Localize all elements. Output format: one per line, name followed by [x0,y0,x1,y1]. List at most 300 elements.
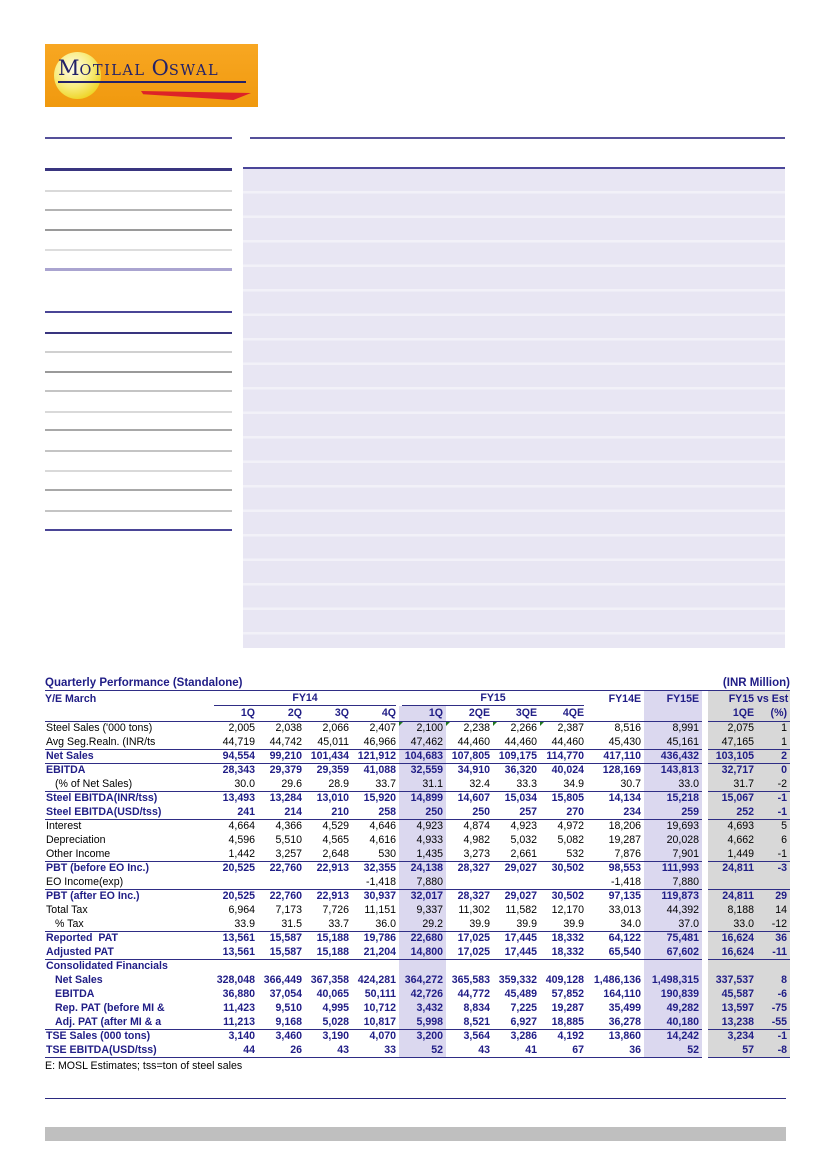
cell: 32,559 [399,763,446,777]
cell: 44,460 [446,735,493,749]
cell: 22,760 [269,862,302,875]
cell: 64,122 [608,932,642,945]
divider-line [45,311,232,313]
cell: 46,966 [352,735,399,749]
cell: 1,449 [708,847,757,861]
table-row [45,931,790,945]
cell: 4,923 [399,819,446,833]
cell: -1 [757,805,790,819]
cell: 19,287 [608,834,642,846]
row-label: Reported PAT [46,932,118,945]
cell: 409,128 [545,974,585,986]
cell: 143,813 [644,763,702,777]
cell: 43 [446,1043,493,1057]
cell: 365,583 [451,974,491,986]
cell: 2,661 [493,847,540,861]
cell: -12 [757,917,790,931]
cell: 252 [708,805,757,819]
cell: 15,805 [551,792,585,805]
cell: 32,717 [708,763,757,777]
cell: 234 [587,805,644,819]
cell: -6 [757,987,790,1001]
row-label: Adjusted PAT [45,945,211,959]
cell: 11,302 [458,904,491,916]
cell: 52 [399,1043,446,1057]
cell [352,959,399,973]
cell: 44 [211,1043,258,1057]
quarterly-performance-section [45,673,790,1072]
cell: 20,525 [222,890,255,903]
cell: 4,693 [708,819,757,833]
row-label: Interest [46,820,82,833]
group-header-row [45,691,790,706]
table-row [45,777,790,791]
cell: 21,204 [352,945,399,959]
cell: 18,885 [540,1015,587,1029]
cell: 14,607 [457,792,491,805]
cell: 2,075 [708,721,757,735]
cell: 44,460 [540,735,587,749]
fy14-group-header: FY14 [211,691,399,706]
logo-letter: M [58,56,80,80]
cell: 258 [352,805,399,819]
table-row [45,791,790,805]
row-label: EBITDA [46,764,86,777]
cell: 44,742 [258,735,305,749]
row-label: TSE EBITDA(USD/tss) [45,1043,211,1057]
table-row [45,1029,790,1043]
cell: 19,786 [363,932,397,945]
cell: 22,913 [316,862,349,875]
cell: 250 [399,805,446,819]
cell: 32,017 [399,889,446,903]
cell: 2 [757,749,790,763]
cell: 29,359 [316,764,349,777]
cell: 17,025 [446,945,493,959]
cell: 109,175 [493,749,540,763]
cell: 13,561 [211,945,258,959]
cell: 6,964 [228,904,255,916]
cell: 190,839 [644,987,702,1001]
cell: 36 [587,1043,644,1057]
divider-line [45,137,232,139]
cell: 28,327 [457,890,491,903]
cell: 29,379 [269,764,302,777]
divider-line [45,489,232,491]
cell: 16,624 [708,931,757,945]
divider-line [45,470,232,472]
cell: 22,680 [399,931,446,945]
quarter-column-header: 4QE [540,706,587,721]
cell: 33.7 [352,777,399,791]
divider-line [45,390,232,392]
cell: 4,982 [463,834,491,846]
cell: 98,553 [608,862,642,875]
cell: 3,286 [510,1030,538,1043]
divider-line [45,268,232,271]
cell: 107,805 [446,749,493,763]
table-row [45,973,790,987]
table-row [45,875,790,889]
row-label: EO Income(exp) [45,875,211,889]
cell: 7,726 [322,904,349,916]
cell: 67 [540,1043,587,1057]
cell: 28.9 [305,777,352,791]
quarter-column-header: 2Q [258,706,305,721]
cell: 3,257 [258,847,305,861]
cell: 20,028 [644,833,702,847]
quarter-column-header [644,706,702,721]
cell: 16,624 [708,945,757,959]
cell: 3,273 [446,847,493,861]
cell: 34.0 [587,917,644,931]
quarterly-performance-table [45,691,790,1058]
cell: 128,169 [602,764,642,777]
cell: 39.9 [540,917,587,931]
divider-line [45,429,232,431]
cell: 4,529 [322,820,349,833]
cell: 5,510 [275,834,302,846]
cell: 15,587 [269,932,302,945]
quarter-column-header: 4Q [352,706,399,721]
cell [587,959,644,973]
cell: 13,010 [316,792,349,805]
fy15e-header: FY15E [644,691,702,706]
cell: 45,011 [305,735,352,749]
cell: 0 [757,763,790,777]
cell: 4,192 [557,1030,585,1043]
table-row [45,805,790,819]
cell: 7,876 [587,847,644,861]
cell [708,875,757,889]
cell: -1,418 [352,875,399,889]
cell: 34.9 [540,777,587,791]
cell: 15,067 [708,791,757,805]
cell: 3,200 [399,1029,446,1043]
cell: 75,481 [644,931,702,945]
cell: 1,498,315 [644,973,702,987]
cell: 29.6 [258,777,305,791]
cell: 31.1 [399,777,446,791]
cell: 3,460 [275,1030,302,1043]
divider-line [45,209,232,211]
cell: 436,432 [644,749,702,763]
cell: 3,432 [399,1001,446,1015]
cell: 20,525 [222,862,255,875]
cell: 50,111 [364,988,397,1000]
row-label: EBITDA [55,988,95,1000]
cell: 5,032 [510,834,538,846]
cell: 29 [757,889,790,903]
row-label: Depreciation [46,834,106,846]
cell: 15,188 [316,932,349,945]
cell [258,875,305,889]
cell: 8 [757,973,790,987]
table-row [45,987,790,1001]
ye-march-header: Y/E March [45,692,97,705]
cell: 104,683 [399,749,446,763]
row-label: Steel EBITDA(USD/tss) [45,805,211,819]
cell: 44,392 [644,903,702,917]
cell: 24,811 [708,861,757,875]
cell: -2 [757,777,790,791]
footnote: E: MOSL Estimates; tss=ton of steel sales [45,1059,243,1072]
cell: 36,320 [504,764,538,777]
quarter-column-header: 1Q [399,706,446,721]
table-row [45,945,790,959]
cell: 44,719 [211,735,258,749]
cell: 121,912 [352,749,399,763]
cell: 241 [211,805,258,819]
table-row [45,889,790,903]
cell: 12,170 [551,904,585,916]
row-label: % Tax [45,917,211,931]
cell: 6,927 [493,1015,540,1029]
cell: 4,923 [510,820,538,833]
cell: 19,287 [551,1002,585,1014]
cell: 1,442 [211,847,258,861]
comment-marker-icon [540,722,544,726]
cell: 8,834 [463,1002,491,1014]
cell: -1 [757,1029,790,1043]
cell: 44,460 [493,735,540,749]
cell: 1 [757,735,790,749]
row-label: PBT (after EO Inc.) [46,890,140,903]
cell: 17,445 [504,932,538,945]
table-row [45,819,790,833]
cell [399,959,446,973]
divider-line [45,411,232,413]
cell: 52 [644,1043,702,1057]
cell: 417,110 [587,749,644,763]
cell [211,959,258,973]
divider-line [45,510,232,512]
table-row [45,735,790,749]
cell: 2,238 [446,721,493,735]
quarter-column-header: (%) [757,706,790,721]
table-row [45,721,790,735]
fy15-group-header: FY15 [399,691,587,706]
cell [757,875,790,889]
cell: 32.4 [446,777,493,791]
cell: 30,502 [551,890,585,903]
row-label: Rep. PAT (before MI & [55,1002,165,1014]
cell: 4,664 [228,820,255,833]
cell: 45,587 [708,987,757,1001]
cell: 530 [352,847,399,861]
cell: -55 [757,1015,790,1029]
cell: 164,110 [603,988,642,1000]
cell: 4,646 [369,820,397,833]
divider-line [250,137,785,139]
quarter-column-header: 3Q [305,706,352,721]
cell: 101,434 [305,749,352,763]
quarter-column-header: 1Q [211,706,258,721]
cell: 29,027 [504,890,538,903]
cell: 34,910 [457,764,491,777]
chart-placeholder [243,167,785,648]
cell: 49,282 [644,1001,702,1015]
comment-marker-icon [493,722,497,726]
cell: 119,873 [644,889,702,903]
cell: 13,238 [708,1015,757,1029]
cell: 22,913 [316,890,349,903]
cell: 1,435 [399,847,446,861]
cell: 47,165 [708,735,757,749]
cell: -75 [757,1001,790,1015]
cell: 2,100 [399,721,446,735]
cell: 11,151 [364,904,397,916]
cell: 114,770 [540,749,587,763]
cell: 30.0 [211,777,258,791]
divider-line [45,229,232,231]
cell: 31.5 [258,917,305,931]
cell: -1 [757,847,790,861]
cell [493,875,540,889]
cell: 3,234 [708,1029,757,1043]
cell: 259 [644,805,702,819]
cell: 14,800 [399,945,446,959]
divider-line [45,332,232,334]
cell: 2,648 [305,847,352,861]
cell: 3,140 [228,1030,255,1043]
row-label: Other Income [45,847,211,861]
divider-line [45,371,232,373]
cell: 13,493 [222,792,255,805]
cell: 7,225 [510,1002,538,1014]
cell [305,875,352,889]
cell: 94,554 [211,749,258,763]
cell: 29,027 [504,862,538,875]
table-row [45,1001,790,1015]
table-title: Quarterly Performance (Standalone) [45,677,243,689]
row-label: Steel Sales ('000 tons) [46,722,153,735]
cell: 2,005 [228,722,255,735]
bottom-rule [45,1098,786,1099]
row-label: (% of Net Sales) [45,777,211,791]
vs-est-fy15-header: FY15 [708,691,757,706]
divider-line [45,351,232,353]
vs-est-header: vs Est [757,692,789,705]
cell: 3,564 [463,1030,491,1043]
cell [305,959,352,973]
cell: 33.0 [644,777,702,791]
cell: 40,180 [644,1015,702,1029]
cell: 57 [708,1043,757,1057]
cell: 4,933 [399,833,446,847]
cell: 14,134 [608,792,642,805]
cell: 39.9 [446,917,493,931]
quarter-column-header: 2QE [446,706,493,721]
cell: 15,587 [258,945,305,959]
cell: 9,337 [399,903,446,917]
cell: 22,760 [269,890,302,903]
row-label: Avg Seg.Realn. (INR/ts [45,735,211,749]
cell: 364,272 [399,973,446,987]
cell: 13,860 [608,1030,642,1043]
cell: -1 [757,791,790,805]
table-body [45,721,790,1057]
cell: 36,278 [587,1015,644,1029]
table-row [45,917,790,931]
cell [757,959,790,973]
cell [540,959,587,973]
cell [446,875,493,889]
logo-letters: OTILAL [79,63,146,79]
unit-label: (INR Million) [722,677,790,689]
cell: 13,284 [269,792,302,805]
cell: 4,662 [708,833,757,847]
table-title-row [45,673,790,691]
comment-marker-icon [399,722,403,726]
table-row [45,833,790,847]
row-label: Net Sales [55,974,103,986]
cell: 7,901 [644,847,702,861]
table-row [45,847,790,861]
cell: 29.2 [399,917,446,931]
cell: 328,048 [216,974,255,986]
cell: 37,054 [269,988,302,1000]
cell: 4,070 [369,1030,397,1043]
cell: 4,874 [463,820,491,833]
cell: 44,772 [457,988,491,1000]
cell: 35,499 [608,1002,642,1014]
cell: 366,449 [263,974,302,986]
cell: 4,565 [322,834,349,846]
cell: 15,920 [363,792,397,805]
table-row [45,749,790,763]
cell: 2,387 [540,721,587,735]
cell: 19,693 [644,819,702,833]
cell: 36 [757,931,790,945]
cell: 4,995 [322,1002,349,1014]
cell [211,875,258,889]
cell: 18,206 [608,820,642,833]
cell: 30,502 [551,862,585,875]
cell: 7,880 [644,875,702,889]
cell: 270 [540,805,587,819]
cell: 4,596 [228,834,255,846]
quarter-column-header [587,706,644,721]
cell: 45,489 [504,988,538,1000]
cell: 8,188 [708,903,757,917]
cell: 8,991 [644,721,702,735]
row-label: Consolidated Financials [46,960,168,973]
table-row [45,1015,790,1029]
cell [708,959,757,973]
cell: 32,355 [363,862,397,875]
cell: 7,173 [275,904,302,916]
cell: 47,462 [399,735,446,749]
cell: 359,332 [498,974,538,986]
cell: -11 [757,945,790,959]
cell: 2,038 [275,722,302,735]
cell: 9,510 [275,1002,302,1014]
cell [446,959,493,973]
cell: 4,972 [557,820,585,833]
cell: 4,366 [275,820,302,833]
cell: 10,817 [352,1015,399,1029]
cell [540,875,587,889]
motilal-oswal-logo [45,44,258,107]
cell: 45,161 [644,735,702,749]
divider-line [45,249,232,251]
cell: 14,899 [399,791,446,805]
cell: 5,028 [305,1015,352,1029]
table-row [45,763,790,777]
cell: 65,540 [587,945,644,959]
cell: 33,013 [608,904,642,916]
